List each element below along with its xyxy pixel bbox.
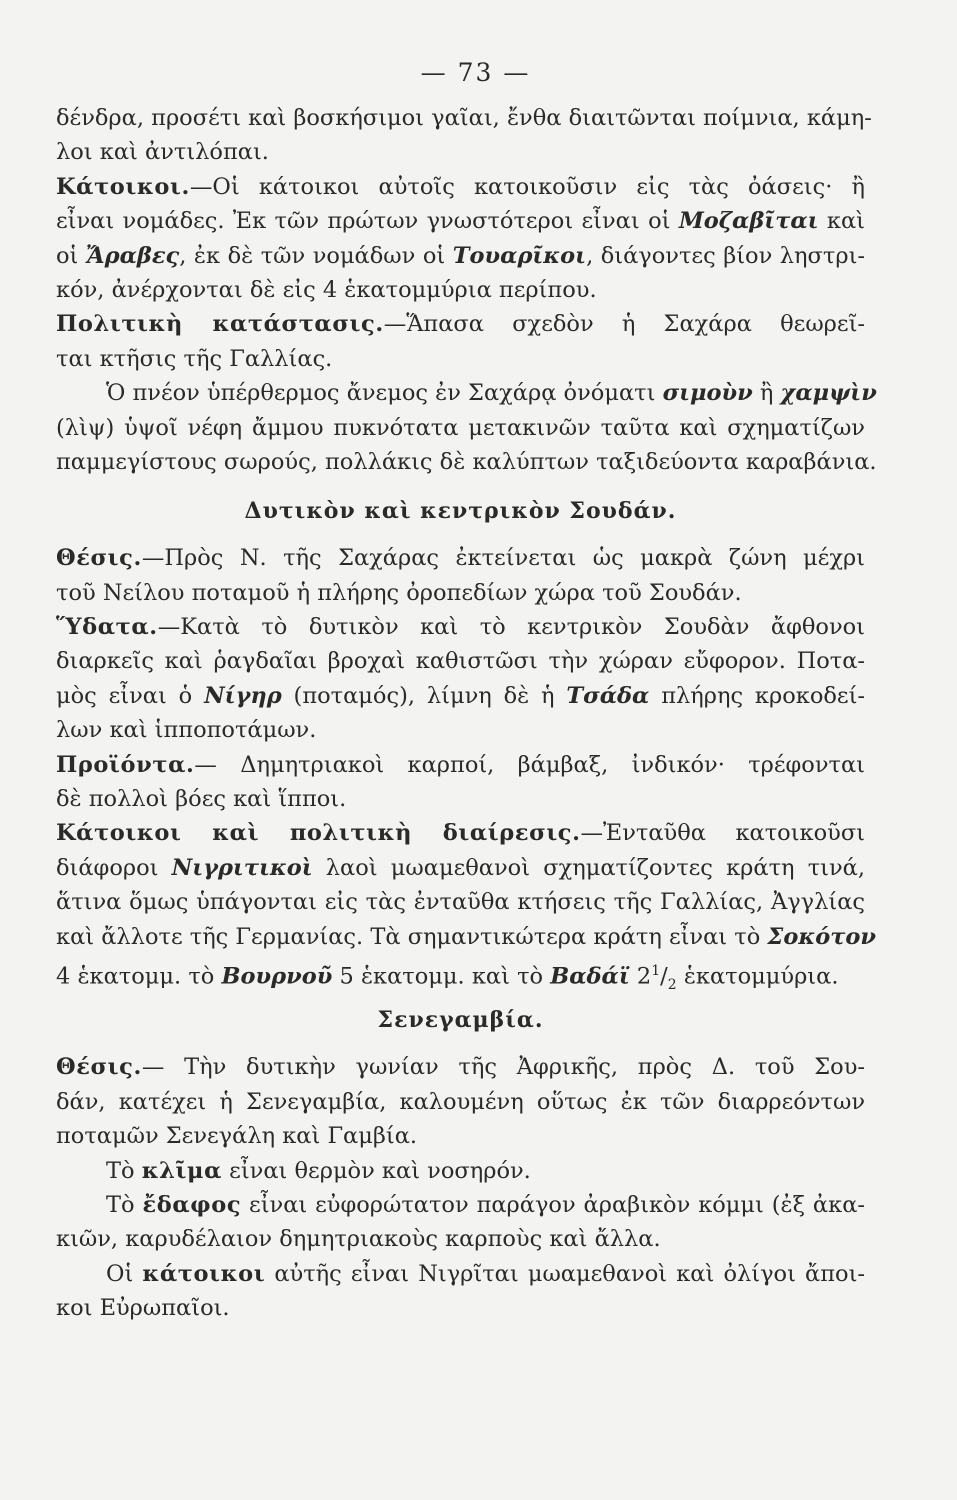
italic-term: χαμψὶν [780, 380, 877, 407]
italic-term: Νιγριτικοὶ [171, 854, 313, 881]
text-line [56, 101, 872, 135]
text-span: 1 [651, 962, 661, 979]
text-span: αὐτῆς εἶναι Νιγρῖται μωαμεθανοὶ καὶ ὀλίγοι ἄποι- [265, 1260, 865, 1287]
italic-term: Ἄραβες [85, 242, 180, 269]
text-line [56, 445, 877, 479]
text-span: καὶ [818, 208, 866, 235]
text-line [56, 1119, 865, 1153]
text-span: Ὁ πνέον ὑπέρθερμος ἄνεμος ἐν Σαχάρᾳ ὀνόματι [106, 380, 663, 407]
text-line [56, 610, 865, 644]
text-body [56, 101, 877, 1326]
text-line [56, 376, 877, 410]
italic-term: Σοκότον [767, 923, 876, 950]
italic-term: σιμοὺν [662, 380, 753, 407]
section-heading [56, 491, 865, 531]
text-line [56, 816, 865, 850]
text-line [56, 307, 865, 341]
text-span: —Ἐνταῦθα κατοικοῦσι [580, 820, 865, 847]
text-span: διαρκεῖς καὶ ῥαγδαῖαι βροχαὶ καθιστῶσι τὴν χώραν εὔφορον. Ποτα- [56, 648, 865, 675]
text-span: κοι Εὐρωπαῖοι. [56, 1295, 230, 1322]
italic-term: Τουαρῖκοι [452, 242, 587, 269]
text-span: οἱ [56, 242, 86, 269]
text-line [56, 1257, 865, 1291]
text-span: παμμεγίστους σωρούς, πολλάκις δὲ καλύπτων ταξιδεύοντα καραβάνια. [56, 448, 877, 475]
text-line [56, 239, 865, 273]
bold-term: Προϊόντα. [56, 751, 195, 778]
text-line [56, 782, 865, 816]
text-span: τοῦ Νείλου ποταμοῦ ἡ πλήρης ὀροπεδίων χώρα τοῦ Σουδάν. [56, 579, 742, 606]
text-span: —Κατὰ τὸ δυτικὸν καὶ τὸ κεντρικὸν Σουδὰν ἄφθονοι [157, 614, 865, 641]
text-line [56, 679, 865, 713]
text-span: ἅτινα ὅμως ὑπάγονται εἰς τὰς ἐνταῦθα κτήσεις τῆς Γαλλίας, Ἀγγλίας [56, 889, 865, 916]
text-span: εἶναι εὐφορώτατον παράγον ἀραβικὸν κόμμι (ἐξ ἀκα- [241, 1191, 865, 1218]
text-span: 2 [629, 963, 652, 990]
section-heading [56, 1000, 865, 1040]
bold-term: Πολιτικὴ κατάστασις. [56, 311, 384, 338]
text-span: —Πρὸς Ν. τῆς Σαχάρας ἐκτείνεται ὡς μακρὰ ζώνη μέχρι [141, 545, 865, 572]
text-span: λων καὶ ἱπποποτάμων. [56, 717, 317, 744]
text-span: ἑκατομμύρια. [676, 963, 839, 990]
text-span: πλήρης κροκοδεί- [649, 682, 865, 709]
bold-term: Κάτοικοι. [56, 173, 190, 200]
text-span: ται κτῆσις τῆς Γαλλίας. [56, 345, 333, 372]
text-line [56, 1291, 865, 1325]
text-line [56, 1085, 865, 1119]
text-span: εἶναι νομάδες. Ἐκ τῶν πρώτων γνωστότεροι εἶναι οἱ [56, 208, 679, 235]
text-span: Τὸ [106, 1191, 143, 1218]
text-line [56, 920, 876, 954]
italic-term: Μοζαβῖται [678, 208, 819, 235]
text-span: Τὸ [106, 1157, 142, 1184]
text-span: Σενεγαμβία. [377, 1007, 544, 1034]
text-span: (λὶψ) ὑψοῖ νέφη ἄμμου πυκνότατα μετακινῶν ταῦτα καὶ σχηματίζων [56, 414, 865, 441]
italic-term: Νίγηρ [204, 682, 282, 709]
text-span: Δυτικὸν καὶ κεντρικὸν Σουδάν. [244, 498, 677, 525]
text-span: —Οἱ κάτοικοι αὐτοῖς κατοικοῦσιν εἰς τὰς ὀάσεις· ἢ [189, 173, 865, 200]
bold-term: κλῖμα [141, 1157, 223, 1184]
text-line [56, 1222, 865, 1256]
text-line [56, 1154, 865, 1188]
text-span: —Ἅπασα σχεδὸν ἡ Σαχάρα θεωρεῖ- [383, 311, 865, 338]
text-span: 2 [667, 976, 677, 993]
text-line [56, 644, 865, 678]
page-number: — 73 — [420, 58, 531, 87]
text-span: — Δημητριακοὶ καρποί, βάμβαξ, ἰνδικόν· τρέφονται [194, 751, 865, 778]
text-line [56, 954, 865, 993]
text-span: ἢ [752, 380, 781, 407]
text-span: λαοὶ μωαμεθανοὶ σχηματίζοντες κράτη τινά, [312, 854, 865, 881]
text-span: / [660, 963, 668, 990]
text-line [56, 748, 865, 782]
text-line [56, 1050, 865, 1084]
text-line [56, 885, 865, 919]
text-line [56, 342, 865, 376]
bold-term: Ὕδατα. [56, 614, 158, 641]
text-span: 5 ἑκατομμ. καὶ τὸ [332, 963, 551, 990]
text-line [56, 411, 865, 445]
bold-term: κάτοικοι [142, 1260, 266, 1287]
text-span: δὲ πολλοὶ βόες καὶ ἵπποι. [56, 786, 347, 813]
bold-term: Κάτοικοι καὶ πολιτικὴ διαίρεσις. [56, 820, 581, 847]
text-span: κόν, ἀνέρχονται δὲ εἰς 4 ἑκατομμύρια περίπου. [56, 276, 597, 303]
text-span: — Τὴν δυτικὴν γωνίαν τῆς Ἀφρικῆς, πρὸς Δ. τοῦ Σου- [141, 1054, 865, 1081]
italic-term: Τσάδα [566, 682, 650, 709]
text-line [56, 204, 865, 238]
text-span: 4 ἑκατομμ. τὸ [56, 963, 222, 990]
bold-term: Θέσις. [56, 545, 142, 572]
text-line [56, 273, 865, 307]
text-line [56, 170, 865, 204]
text-span: δένδρα, προσέτι καὶ βοσκήσιμοι γαῖαι, ἔνθα διαιτῶνται ποίμνια, κάμη- [56, 105, 872, 131]
text-line [56, 851, 865, 885]
text-span: λοι καὶ ἀντιλόπαι. [56, 139, 269, 166]
text-span: (ποταμός), λίμνη δὲ ἡ [281, 682, 567, 709]
text-span: , ἐκ δὲ τῶν νομάδων οἱ [179, 242, 453, 269]
text-span: Οἱ [106, 1260, 143, 1287]
text-line [56, 1188, 865, 1222]
italic-term: Βαδάϊ [550, 963, 630, 990]
italic-term: Βουρνοῦ [221, 963, 333, 990]
text-span: ποταμῶν Σενεγάλη καὶ Γαμβία. [56, 1123, 418, 1150]
text-span: διάφοροι [56, 854, 172, 881]
text-line [56, 713, 865, 747]
text-span: εἶναι θερμὸν καὶ νοσηρόν. [222, 1157, 531, 1184]
text-span: μὸς εἶναι ὁ [56, 682, 205, 709]
text-line [56, 541, 865, 575]
text-line [56, 135, 865, 169]
bold-term: ἔδαφος [142, 1191, 242, 1218]
bold-term: Θέσις. [56, 1054, 142, 1081]
text-span: καὶ ἄλλοτε τῆς Γερμανίας. Τὰ σημαντικώτερα κράτη εἶναι τὸ [56, 923, 768, 950]
text-span: κιῶν, καρυδέλαιον δημητριακοὺς καρποὺς καὶ ἄλλα. [56, 1226, 661, 1253]
text-line [56, 576, 865, 610]
text-span: δάν, κατέχει ἡ Σενεγαμβία, καλουμένη οὕτως ἐκ τῶν διαρρεόντων [56, 1088, 865, 1115]
text-span: , διάγοντες βίον ληστρι- [586, 242, 865, 269]
